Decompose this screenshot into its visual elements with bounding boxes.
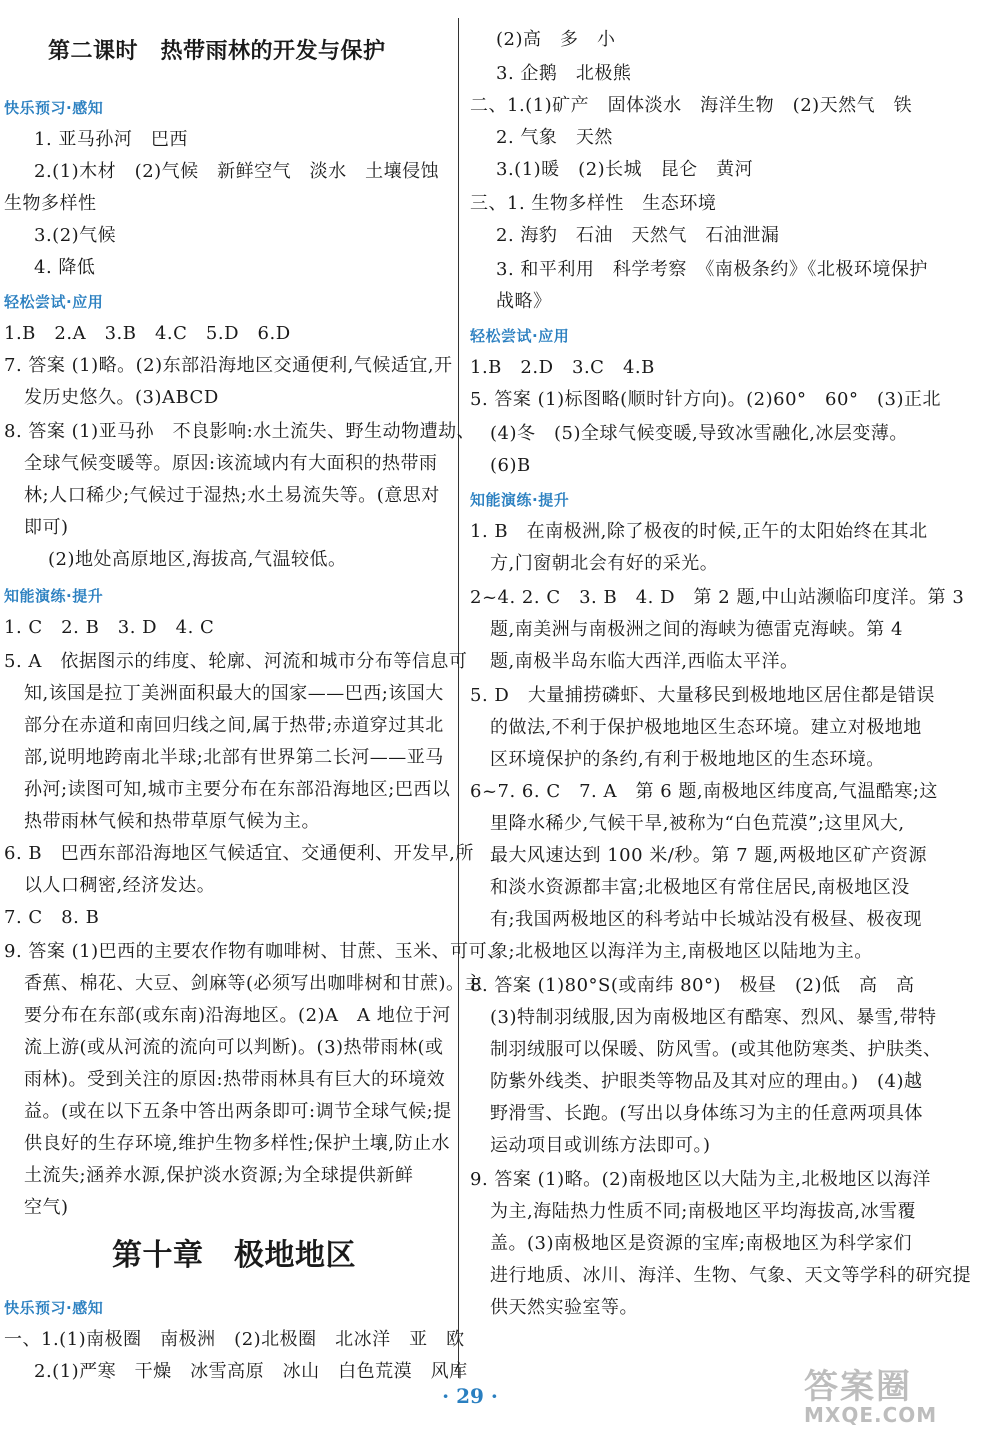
answer-line: 题,南美洲与南极洲之间的海峡为德雷克海峡。第 4 bbox=[490, 619, 903, 640]
answer-line: 2.(1)严寒 干燥 冰雪高原 冰山 白色荒漠 风库 bbox=[34, 1361, 468, 1382]
answer-line: 3.(1)暖 (2)长城 昆仑 黄河 bbox=[496, 159, 754, 180]
section-heading-preview: 快乐预习·感知 bbox=[4, 99, 104, 117]
answer-line: 3.(2)气候 bbox=[34, 225, 117, 246]
answer-line: 以人口稠密,经济发达。 bbox=[24, 875, 216, 896]
answer-line: 运动项目或训练方法即可。) bbox=[490, 1135, 711, 1156]
answer-line: (4)冬 (5)全球气候变暖,导致冰雪融化,冰层变薄。 bbox=[490, 423, 908, 444]
answer-line: 生物多样性 bbox=[4, 193, 97, 214]
answer-line: 雨林)。受到关注的原因:热带雨林具有巨大的环境效 bbox=[24, 1069, 446, 1090]
answer-line: 益。(或在以下五条中答出两条即可:调节全球气候;提 bbox=[24, 1101, 452, 1122]
answer-line: 方,门窗朝北会有好的采光。 bbox=[490, 553, 719, 574]
answer-line: 即可) bbox=[24, 517, 69, 538]
answer-line: 野滑雪、长跑。(写出以身体练习为主的任意两项具体 bbox=[490, 1103, 924, 1124]
answer-line: 3. 企鹅 北极熊 bbox=[496, 63, 632, 84]
lesson-title: 第二课时 热带雨林的开发与保护 bbox=[48, 39, 386, 64]
answer-line: 8. 答案 (1)亚马孙 不良影响:水土流失、野生动物遭劫、 bbox=[4, 421, 476, 442]
answer-line: 供良好的生存环境,维护生物多样性;保护土壤,防止水 bbox=[24, 1133, 451, 1154]
answer-line: 全球气候变暖等。原因:该流域内有大面积的热带雨 bbox=[24, 453, 438, 474]
answer-line: 三、1. 生物多样性 生态环境 bbox=[470, 193, 717, 214]
answer-line: 9. 答案 (1)巴西的主要农作物有咖啡树、甘蔗、玉米、可可、 bbox=[4, 941, 506, 962]
answer-line: 的做法,不利于保护极地地区生态环境。建立对极地地 bbox=[490, 717, 922, 738]
answer-line: 5. 答案 (1)标图略(顺时针方向)。(2)60° 60° (3)正北 bbox=[470, 389, 941, 410]
watermark-logo bbox=[798, 1359, 988, 1435]
answer-line: 和淡水资源都丰富;北极地区有常住居民,南极地区没 bbox=[490, 877, 910, 898]
answer-line: 有;我国两极地区的科考站中长城站没有极昼、极夜现 bbox=[490, 909, 923, 930]
answer-line: 盖。(3)南极地区是资源的宝库;南极地区为科学家们 bbox=[490, 1233, 913, 1254]
answer-line: 最大风速达到 100 米/秒。第 7 题,两极地区矿产资源 bbox=[490, 845, 927, 866]
answer-line: 2~4. 2. C 3. B 4. D 第 2 题,中山站濒临印度洋。第 3 bbox=[470, 587, 965, 608]
answer-line: (3)特制羽绒服,因为南极地区有酷寒、烈风、暴雪,带特 bbox=[490, 1007, 937, 1028]
answer-line: 香蕉、棉花、大豆、剑麻等(必须写出咖啡树和甘蔗)。主 bbox=[24, 973, 484, 994]
answer-line: 4. 降低 bbox=[34, 257, 96, 278]
section-heading-mastery: 知能演练·提升 bbox=[4, 587, 104, 605]
answer-line: 1.B 2.A 3.B 4.C 5.D 6.D bbox=[4, 323, 291, 344]
answer-line: 2.(1)木材 (2)气候 新鲜空气 淡水 土壤侵蚀 bbox=[34, 161, 440, 182]
answer-line: 供天然实验室等。 bbox=[490, 1297, 638, 1318]
answer-line: 进行地质、冰川、海洋、生物、气象、天文等学科的研究提 bbox=[490, 1265, 971, 1286]
answer-line: 9. 答案 (1)略。(2)南极地区以大陆为主,北极地区以海洋 bbox=[470, 1169, 931, 1190]
answer-line: 热带雨林气候和热带草原气候为主。 bbox=[24, 811, 320, 832]
section-heading-practice: 轻松尝试·应用 bbox=[4, 293, 104, 311]
answer-line: 3. 和平利用 科学考察 《南极条约》《北极环境保护 bbox=[496, 259, 928, 280]
answer-line: (6)B bbox=[490, 455, 531, 476]
answer-line: 为主,海陆热力性质不同;南极地区平均海拔高,冰雪覆 bbox=[490, 1201, 917, 1222]
section-heading-practice-2: 轻松尝试·应用 bbox=[470, 327, 570, 345]
answer-line: 防紫外线类、护眼类等物品及其对应的理由。) (4)越 bbox=[490, 1071, 923, 1092]
answer-line: 制羽绒服可以保暖、防风雪。(或其他防寒类、护肤类、 bbox=[490, 1039, 942, 1060]
answer-line: (2)高 多 小 bbox=[496, 29, 616, 50]
answer-line: 象;北极地区以海洋为主,南极地区以陆地为主。 bbox=[490, 941, 873, 962]
answer-line: (2)地处高原地区,海拔高,气温较低。 bbox=[48, 549, 347, 570]
answer-line: 8. 答案 (1)80°S(或南纬 80°) 极昼 (2)低 高 高 bbox=[470, 975, 915, 996]
answer-line: 林;人口稀少;气候过于湿热;水土易流失等。(意思对 bbox=[24, 485, 440, 506]
answer-line: 区环境保护的条约,有利于极地地区的生态环境。 bbox=[490, 749, 885, 770]
answer-line: 1. C 2. B 3. D 4. C bbox=[4, 617, 215, 638]
answer-line: 1.B 2.D 3.C 4.B bbox=[470, 357, 655, 378]
page-number-value: 29 bbox=[456, 1384, 484, 1408]
answer-line: 2. 气象 天然 bbox=[496, 127, 613, 148]
answer-line: 7. C 8. B bbox=[4, 907, 100, 928]
answer-line: 里降水稀少,气候干旱,被称为“白色荒漠”;这里风大, bbox=[490, 813, 905, 834]
answer-line: 发历史悠久。(3)ABCD bbox=[24, 387, 219, 408]
column-divider bbox=[458, 18, 459, 1378]
answer-line: 土流失;涵养水源,保护淡水资源;为全球提供新鲜 bbox=[24, 1165, 414, 1186]
answer-line: 2. 海豹 石油 天然气 石油泄漏 bbox=[496, 225, 780, 246]
answer-line: 流上游(或从河流的流向可以判断)。(3)热带雨林(或 bbox=[24, 1037, 444, 1058]
section-heading-mastery-2: 知能演练·提升 bbox=[470, 491, 570, 509]
answer-line: 要分布在东部(或东南)沿海地区。(2)A A 地位于河 bbox=[24, 1005, 451, 1026]
watermark-top-text: 答案圈 bbox=[804, 1367, 912, 1407]
answer-line: 知,该国是拉丁美洲面积最大的国家——巴西;该国大 bbox=[24, 683, 444, 704]
answer-line: 空气) bbox=[24, 1197, 69, 1218]
answer-line: 部,说明地跨南北半球;北部有世界第二长河——亚马 bbox=[24, 747, 444, 768]
answer-line: 孙河;读图可知,城市主要分布在东部沿海地区;巴西以 bbox=[24, 779, 451, 800]
answer-line: 6~7. 6. C 7. A 第 6 题,南极地区纬度高,气温酷寒;这 bbox=[470, 781, 938, 802]
answer-line: 1. B 在南极洲,除了极夜的时候,正午的太阳始终在其北 bbox=[470, 521, 928, 542]
watermark-bottom-text: MXQE.COM bbox=[804, 1403, 938, 1427]
answer-line: 部分在赤道和南回归线之间,属于热带;赤道穿过其北 bbox=[24, 715, 444, 736]
page-number: · 29 · bbox=[442, 1384, 498, 1408]
answer-line: 6. B 巴西东部沿海地区气候适宜、交通便利、开发早,所 bbox=[4, 843, 474, 864]
answer-line: 1. 亚马孙河 巴西 bbox=[34, 129, 188, 150]
section-heading-preview-2: 快乐预习·感知 bbox=[4, 1299, 104, 1317]
answer-line: 一、1.(1)南极圈 南极洲 (2)北极圈 北冰洋 亚 欧 bbox=[4, 1329, 465, 1350]
answer-line: 5. A 依据图示的纬度、轮廓、河流和城市分布等信息可 bbox=[4, 651, 468, 672]
answer-line: 题,南极半岛东临大西洋,西临太平洋。 bbox=[490, 651, 799, 672]
answer-line: 二、1.(1)矿产 固体淡水 海洋生物 (2)天然气 铁 bbox=[470, 95, 913, 116]
answer-line: 战略》 bbox=[496, 291, 552, 312]
answer-line: 7. 答案 (1)略。(2)东部沿海地区交通便利,气候适宜,开 bbox=[4, 355, 453, 376]
chapter-title: 第十章 极地地区 bbox=[112, 1238, 356, 1273]
answer-line: 5. D 大量捕捞磷虾、大量移民到极地地区居住都是错误 bbox=[470, 685, 935, 706]
